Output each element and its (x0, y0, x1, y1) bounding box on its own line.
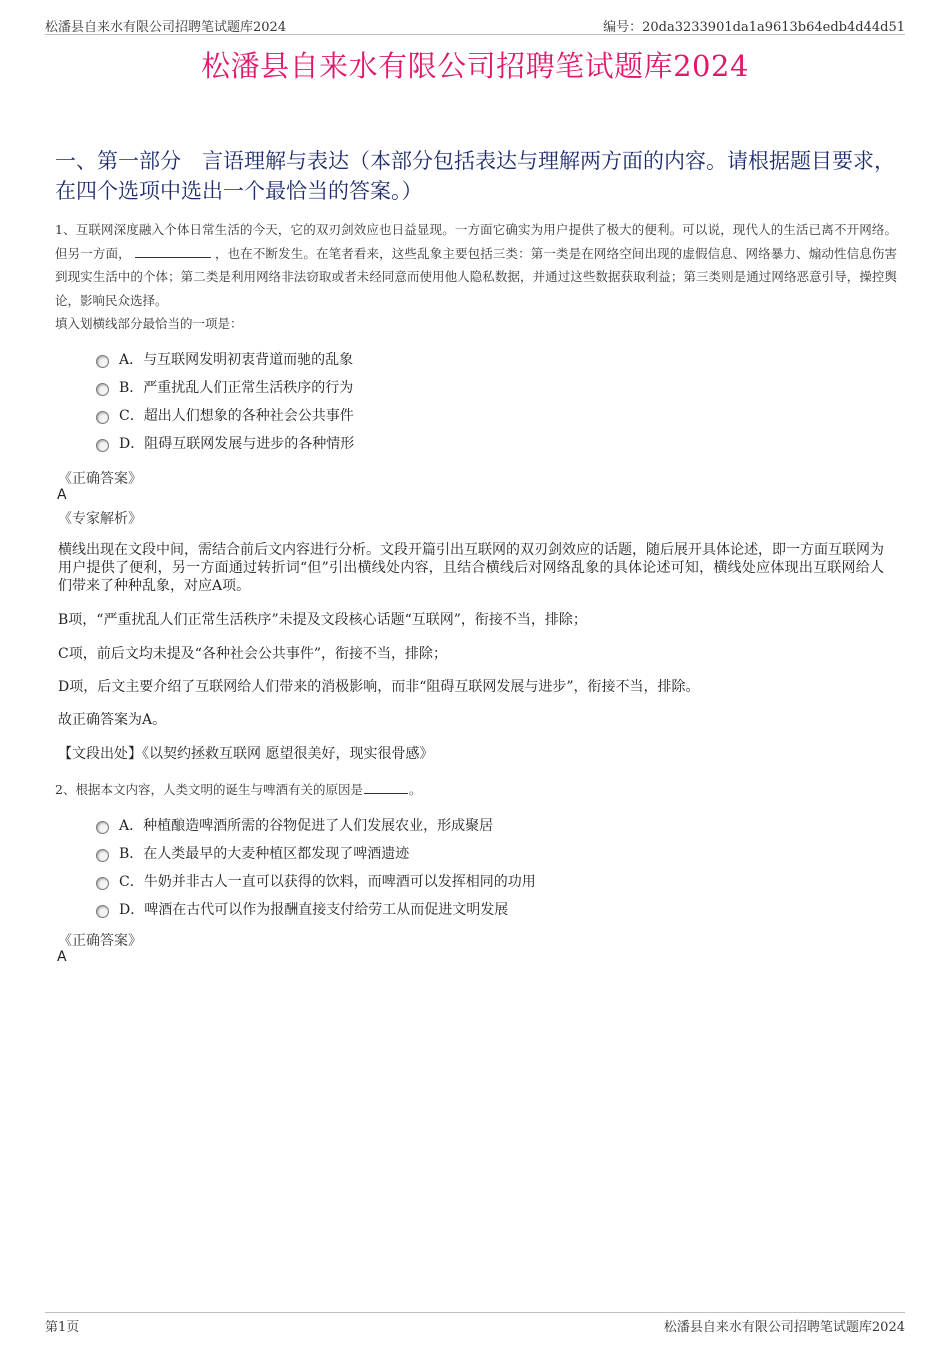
option-d[interactable] (96, 895, 536, 923)
question-1-blank (135, 245, 211, 258)
answer-label: 《正确答案》 (58, 933, 142, 949)
option-label: B．在人类最早的大麦种植区都发现了啤酒遗迹 (119, 846, 410, 862)
option-label: A．种植酿造啤酒所需的谷物促进了人们发展农业，形成聚居 (119, 818, 494, 834)
answer-value: A (57, 949, 67, 965)
page-number: 第1页 (45, 1320, 80, 1335)
option-a[interactable] (96, 811, 536, 839)
radio-icon[interactable] (96, 383, 109, 396)
page-header (45, 14, 905, 35)
question-1-text-before: 1、互联网深度融入个体日常生活的今天，它的双刃剑效应也日益显现。一方面它确实为用户提供了极大的便利。可以说，现代人的生活已离不开网络。但另一方面， (55, 222, 897, 261)
question-1-text-after: ，也在不断发生。在笔者看来，这些乱象主要包括三类：第一类是在网络空间出现的虚假信息、网络暴力、煽动性信息伤害到现实生活中的个体；第二类是利用网络非法窃取或者未经同意而使用他人隐私数据，并通过这些数据获取利益；第三类则是通过网络恶意引导，操控舆论，影响民众选择。 (55, 245, 897, 308)
option-label: C．牛奶并非古人一直可以获得的饮料，而啤酒可以发挥相同的功用 (119, 874, 536, 890)
option-c[interactable] (96, 867, 536, 895)
header-doc-id: 编号：20da3233901da1a9613b64edb4d44d51 (603, 20, 905, 35)
radio-icon[interactable] (96, 439, 109, 452)
option-label: C．超出人们想象的各种社会公共事件 (119, 408, 354, 424)
source-citation: 【文段出处】《以契约拯救互联网 愿望很美好，现实很骨感》 (58, 746, 434, 762)
option-b[interactable] (96, 373, 354, 401)
question-1-options (96, 345, 354, 457)
option-a[interactable] (96, 345, 354, 373)
answer-label: 《正确答案》 (58, 471, 142, 487)
option-label: D．啤酒在古代可以作为报酬直接支付给劳工从而促进文明发展 (119, 902, 509, 918)
option-b[interactable] (96, 839, 536, 867)
analysis-label: 《专家解析》 (58, 511, 142, 527)
option-label: A．与互联网发明初衷背道而驰的乱象 (119, 352, 354, 368)
footer-doc-title: 松潘县自来水有限公司招聘笔试题库2024 (663, 1320, 905, 1335)
analysis-paragraph: 横线出现在文段中间，需结合前后文内容进行分析。文段开篇引出互联网的双刃剑效应的话题，随后展开具体论述，即一方面互联网为用户提供了便利，另一方面通过转折词“但”引出横线处内容，且结合横线后对网络乱象的具体论述可知，横线处应体现出互联网给人们带来了种种乱象，对应A项。 (58, 542, 884, 594)
question-2-text-before: 2、根据本文内容，人类文明的诞生与啤酒有关的原因是 (55, 782, 363, 797)
radio-icon[interactable] (96, 411, 109, 424)
radio-icon[interactable] (96, 877, 109, 890)
option-label: B．严重扰乱人们正常生活秩序的行为 (119, 380, 354, 396)
radio-icon[interactable] (96, 821, 109, 834)
radio-icon[interactable] (96, 849, 109, 862)
question-2-blank (364, 781, 408, 794)
option-c[interactable] (96, 401, 354, 429)
answer-value: A (57, 487, 67, 503)
question-2-options (96, 811, 536, 923)
question-1-prompt: 填入划横线部分最恰当的一项是： (55, 316, 243, 331)
radio-icon[interactable] (96, 355, 109, 368)
page-title: 松潘县自来水有限公司招聘笔试题库2024 (201, 49, 749, 83)
option-d[interactable] (96, 429, 354, 457)
page-footer (45, 1312, 905, 1335)
analysis-conclusion: 故正确答案为A。 (58, 712, 167, 728)
analysis-paragraph: D项，后文主要介绍了互联网给人们带来的消极影响，而非“阻碍互联网发展与进步”，衔接不当，排除。 (58, 679, 700, 695)
section-heading: 一、第一部分 言语理解与表达（本部分包括表达与理解两方面的内容。请根据题目要求，在四个选项中选出一个最恰当的答案。） (55, 149, 895, 203)
option-label: D．阻碍互联网发展与进步的各种情形 (119, 436, 355, 452)
header-doc-title: 松潘县自来水有限公司招聘笔试题库2024 (45, 20, 287, 35)
analysis-paragraph: C项，前后文均未提及“各种社会公共事件”，衔接不当，排除； (58, 646, 448, 662)
question-1-stem (55, 218, 897, 312)
question-2-text-after: 。 (408, 782, 422, 797)
question-2-stem (55, 780, 421, 798)
radio-icon[interactable] (96, 905, 109, 918)
analysis-paragraph: B项，“严重扰乱人们正常生活秩序”未提及文段核心话题“互联网”，衔接不当，排除； (58, 612, 587, 628)
